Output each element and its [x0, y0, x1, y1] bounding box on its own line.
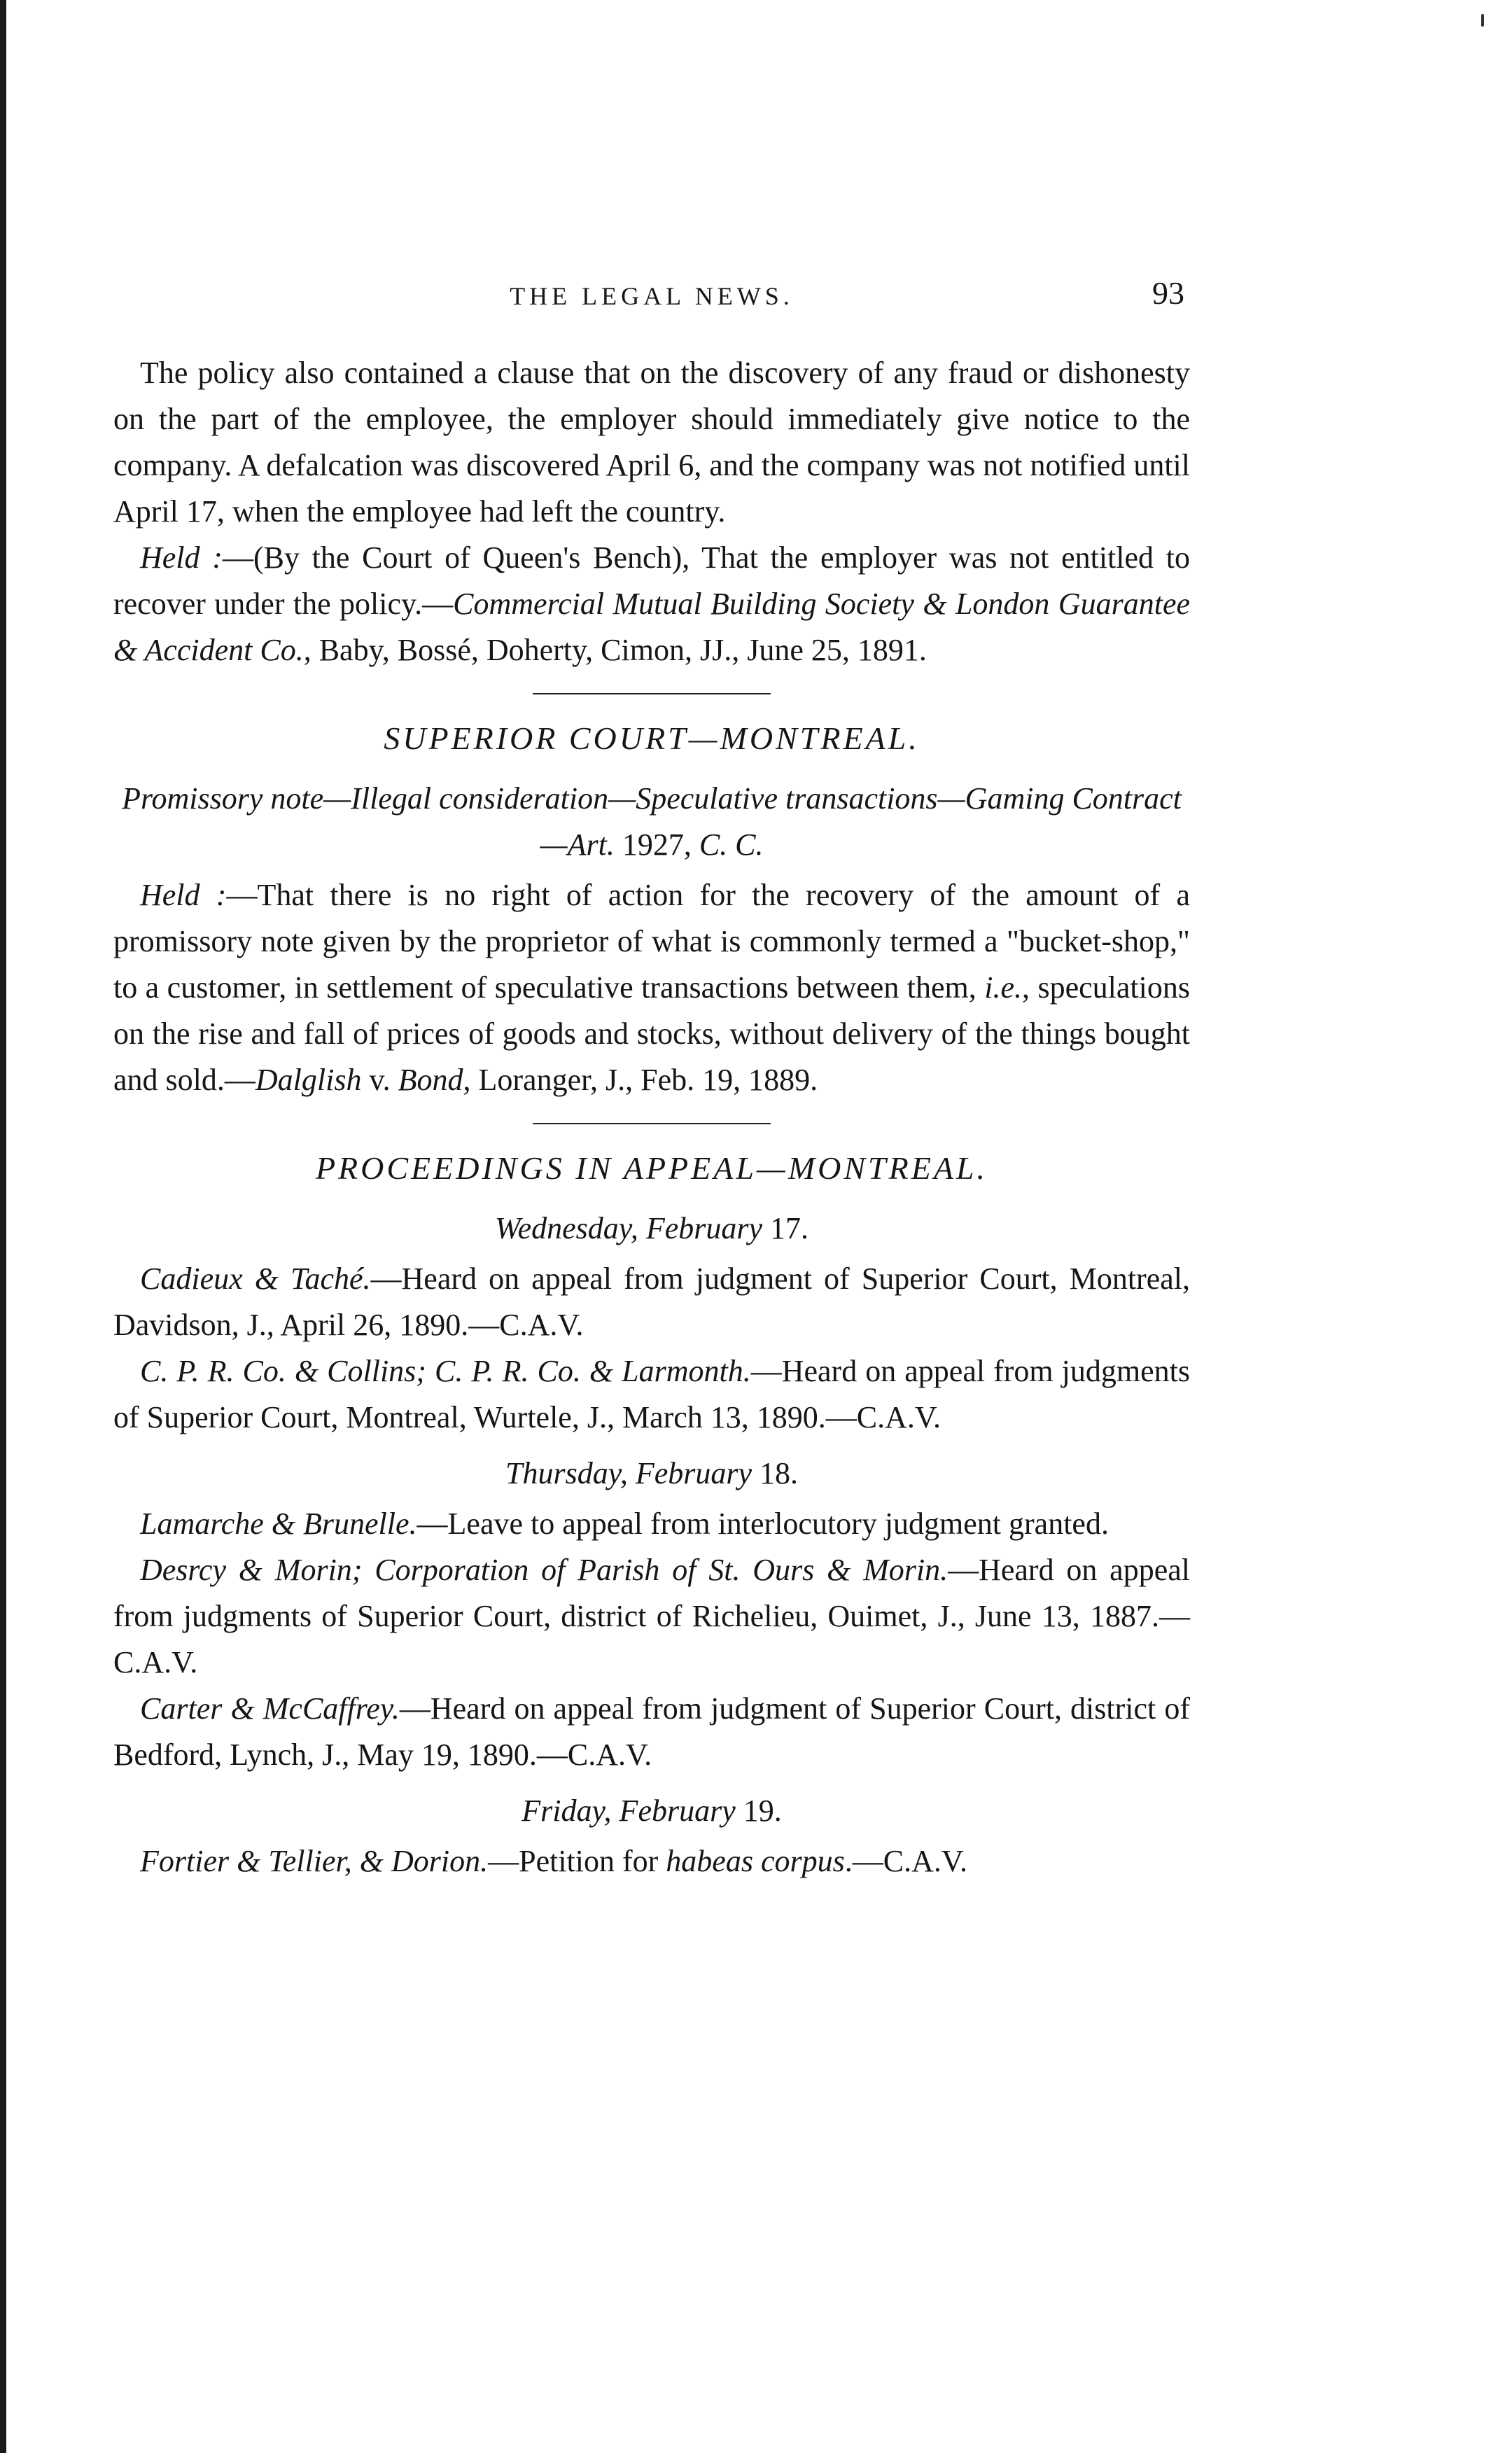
- day-number: 18.: [752, 1456, 798, 1490]
- appeal-parties: Cadieux & Taché.: [140, 1262, 371, 1296]
- page-number: 93: [1152, 275, 1184, 311]
- section-heading-superior-court: SUPERIOR COURT—MONTREAL.: [384, 720, 920, 756]
- held-label: Held :: [140, 878, 227, 912]
- section-divider: [533, 1123, 771, 1124]
- paragraph-held-queens-bench: [113, 535, 1190, 673]
- appeal-writ: habeas corpus: [666, 1844, 845, 1878]
- held-text: —(By the Court of Queen's Bench), That the employer was not entitled to recover under the policy.—: [113, 540, 1190, 621]
- appeal-text: —Heard on appeal from judgment of Superior Court, district of Bedford, Lynch, J., May 19, 1890.—C.A.V.: [113, 1691, 1190, 1772]
- headnote-code: C. C.: [699, 827, 764, 862]
- headnote-italic: Promissory note—Illegal consideration—Speculative transactions—Gaming Contract—Art.: [122, 781, 1182, 862]
- headnote-article: 1927,: [614, 827, 699, 862]
- appeal-parties: Desrcy & Morin; Corporation of Parish of St. Ours & Morin.: [140, 1553, 948, 1587]
- appeal-entry: [113, 1547, 1190, 1686]
- appeal-parties: Lamarche & Brunelle.: [140, 1507, 417, 1541]
- held-text: —That there is no right of action for the recovery of the amount of a promissory note given by the proprietor of what is commonly termed a "bucket-shop," to a customer, in settlement of speculative transactions between them,: [113, 878, 1190, 1005]
- appeal-text: —Heard on appeal from judgments of Superior Court, Montreal, Wurtele, J., March 13, 1890.—C.A.V.: [113, 1354, 1190, 1434]
- day-heading-thursday: [113, 1451, 1190, 1497]
- case-judges: , Baby, Bossé, Doherty, Cimon, JJ., June 25, 1891.: [303, 633, 927, 667]
- appeal-entry: [113, 1348, 1190, 1441]
- appeal-entry: [113, 1686, 1190, 1778]
- section-heading-appeal: PROCEEDINGS IN APPEAL—MONTREAL.: [315, 1150, 988, 1186]
- held-label: Held :: [140, 540, 223, 575]
- running-header: [113, 274, 1190, 330]
- running-title: THE LEGAL NEWS.: [510, 282, 794, 310]
- appeal-text: .—C.A.V.: [844, 1844, 967, 1878]
- appeal-text: —Heard on appeal from judgments of Superior Court, district of Richelieu, Ouimet, J., June 13, 1887.—C.A.V.: [113, 1553, 1190, 1679]
- article-body: [113, 350, 1190, 1885]
- scan-border: [0, 0, 6, 2453]
- ie-abbrev: i.e.: [984, 970, 1023, 1005]
- appeal-text: —Heard on appeal from judgment of Superior Court, Montreal, Davidson, J., April 26, 1890.—C.A.V.: [113, 1262, 1190, 1342]
- paragraph-held-bucket-shop: [113, 872, 1190, 1103]
- case-versus: v.: [361, 1063, 398, 1097]
- appeal-entry: [113, 1501, 1190, 1547]
- headnote: [113, 776, 1190, 868]
- appeal-text: —Leave to appeal from interlocutory judgment granted.: [416, 1507, 1109, 1541]
- day-heading-friday: [113, 1788, 1190, 1834]
- case-judges: , Loranger, J., Feb. 19, 1889.: [463, 1063, 818, 1097]
- appeal-text: —Petition for: [488, 1844, 666, 1878]
- day-name: Thursday, February: [505, 1456, 752, 1490]
- appeal-entry: [113, 1838, 1190, 1885]
- day-number: 19.: [735, 1794, 782, 1828]
- day-number: 17.: [762, 1211, 809, 1245]
- case-party-b: Bond: [398, 1063, 463, 1097]
- appeal-parties: Fortier & Tellier, & Dorion.: [140, 1844, 489, 1878]
- day-name: Friday, February: [522, 1794, 736, 1828]
- appeal-entry: [113, 1256, 1190, 1348]
- case-name: Commercial Mutual Building Society & London Guarantee & Accident Co.: [113, 587, 1191, 667]
- appeal-parties: Carter & McCaffrey.: [140, 1691, 400, 1726]
- held-text: , speculations on the rise and fall of prices of goods and stocks, without delivery of the things bought and sold.—: [113, 970, 1190, 1097]
- appeal-parties: C. P. R. Co. & Collins; C. P. R. Co. & Larmonth.: [140, 1354, 751, 1388]
- paragraph-policy-clause: The policy also contained a clause that on the discovery of any fraud or dishonesty on the part of the employee, the employer should immediately give notice to the company. A defalcation was discovered April 6, and the company was not notified until April 17, when the employee had left the country.: [113, 356, 1191, 529]
- day-heading-wednesday: [113, 1205, 1190, 1252]
- day-name: Wednesday, February: [494, 1211, 763, 1245]
- case-party-a: Dalglish: [255, 1063, 362, 1097]
- section-divider: [533, 693, 771, 694]
- scan-speck: [1481, 14, 1484, 27]
